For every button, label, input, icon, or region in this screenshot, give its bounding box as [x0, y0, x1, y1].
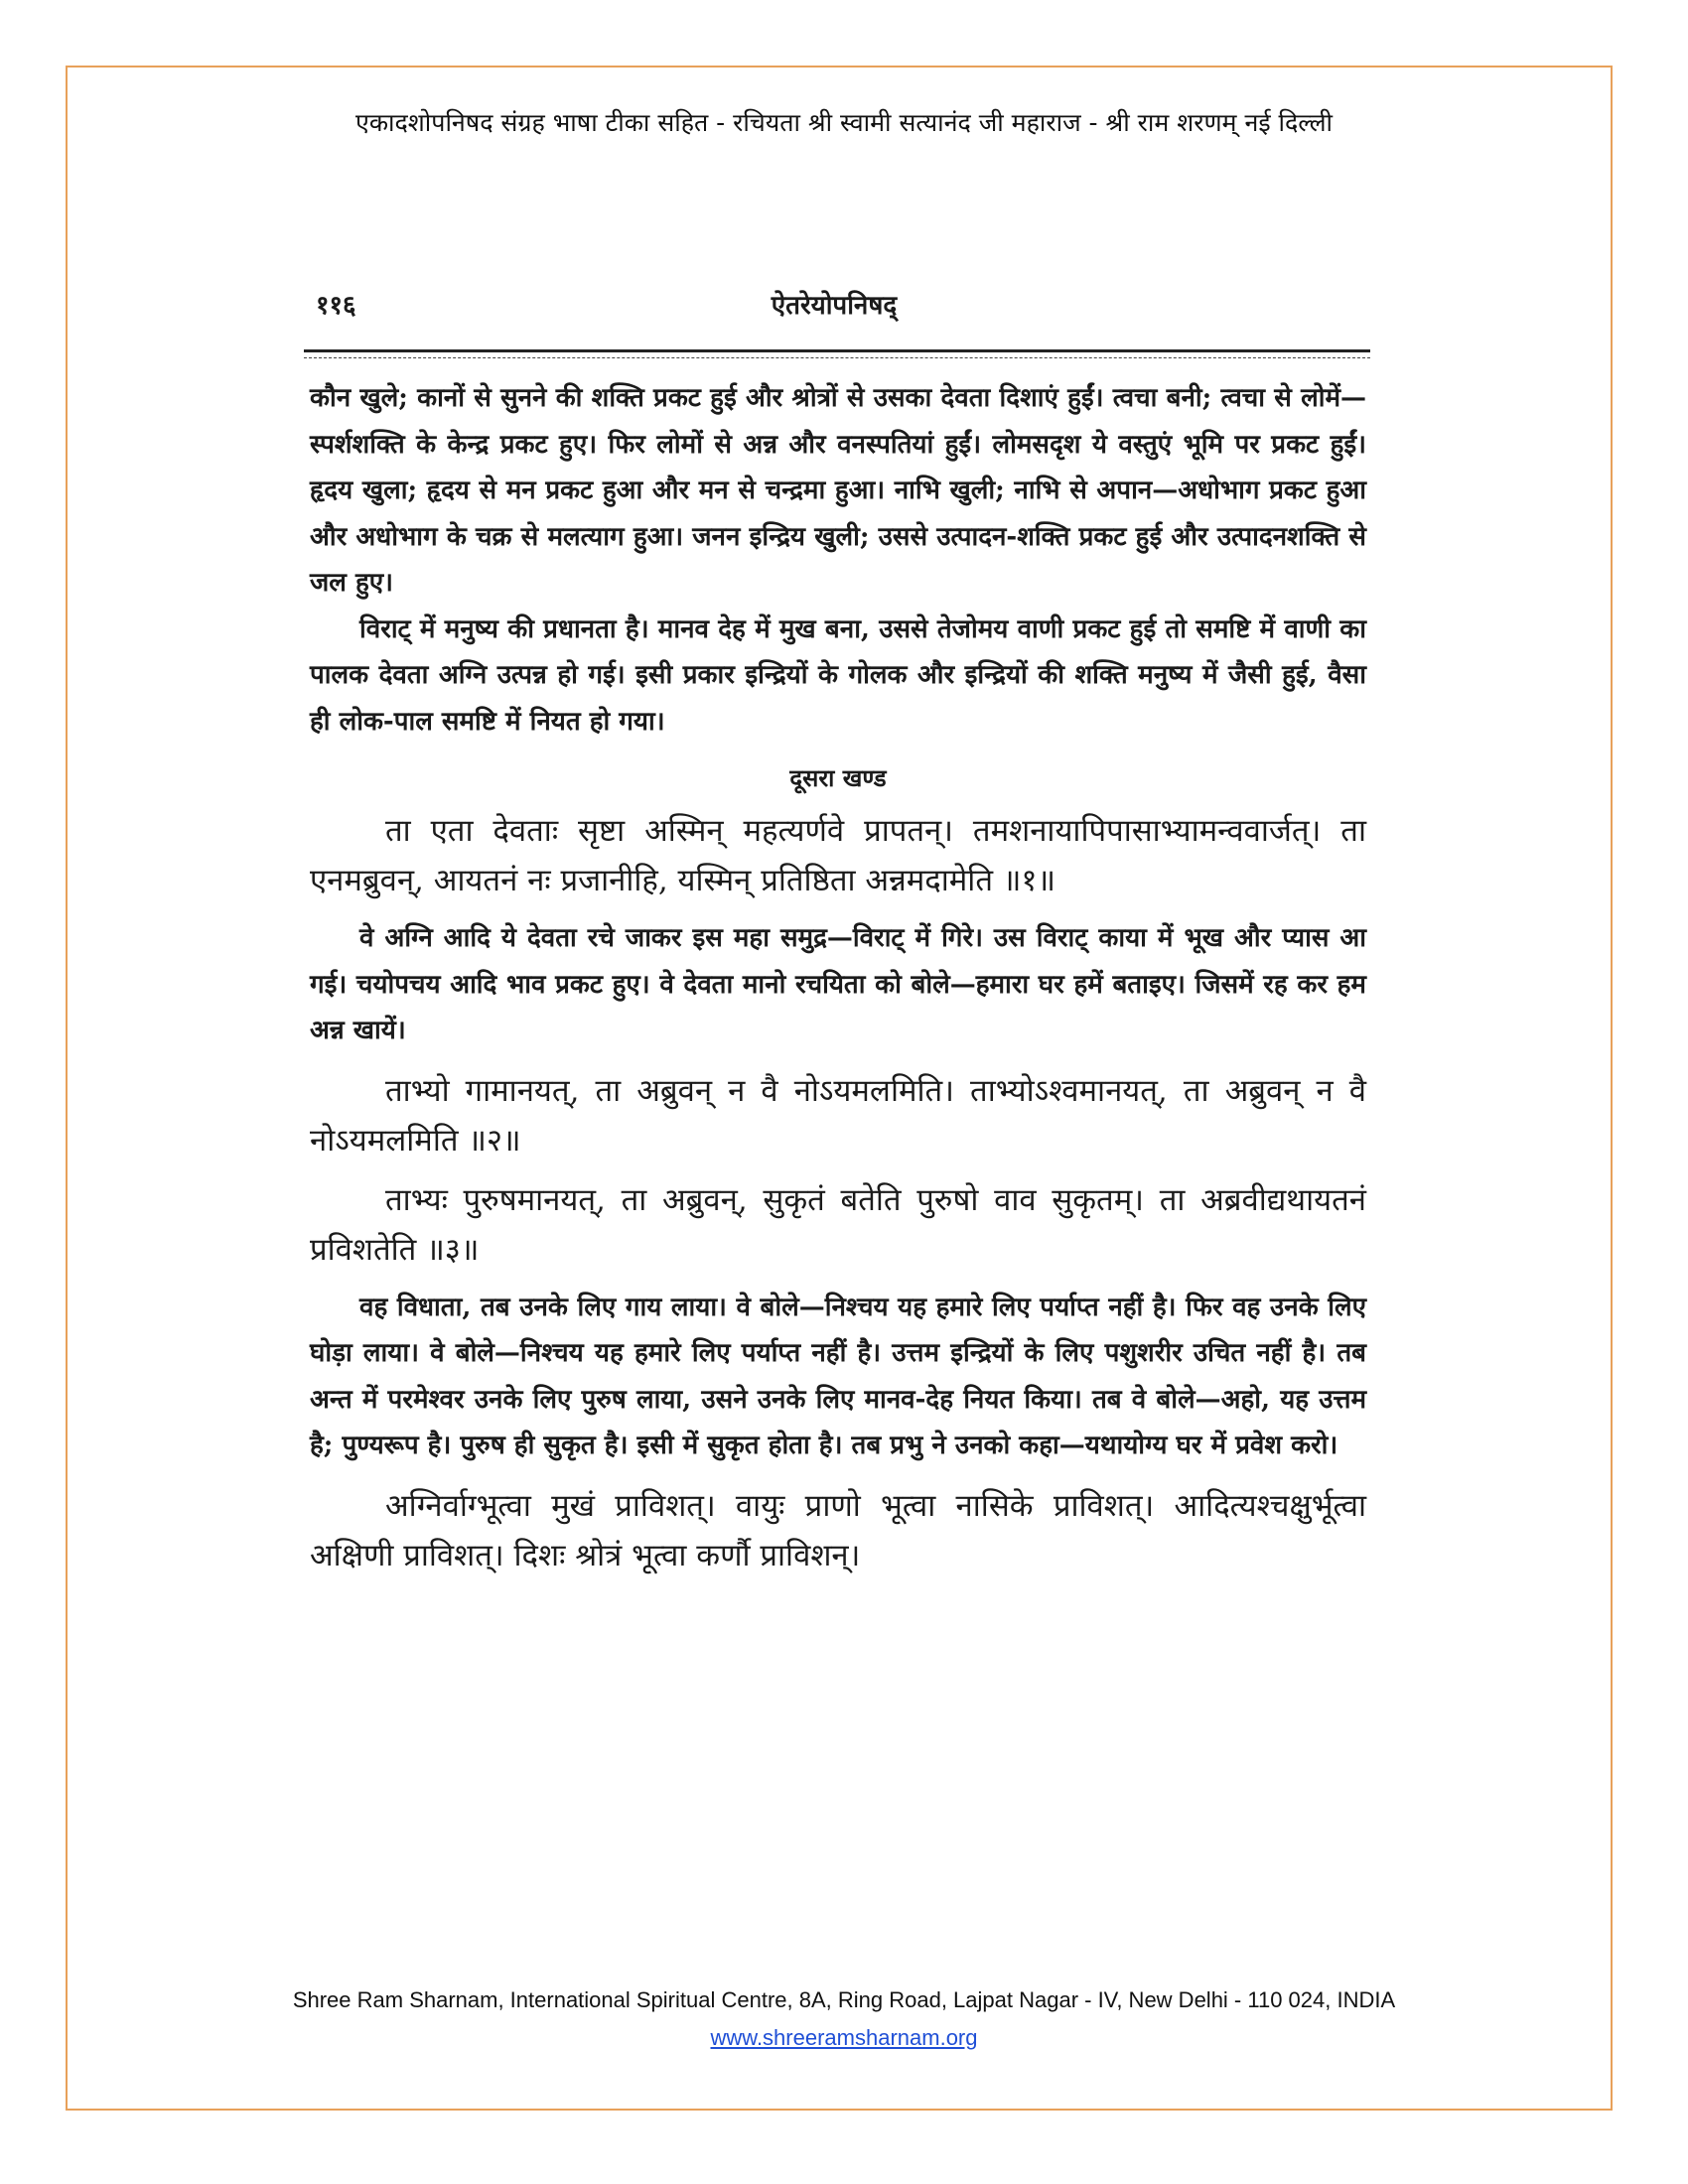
header-rule	[304, 349, 1370, 352]
page-content	[310, 375, 1366, 1590]
section-heading: दूसरा खण्ड	[789, 763, 887, 792]
footer-address: Shree Ram Sharnam, International Spiritual Centre, 8A, Ring Road, Lajpat Nagar - IV, New Delhi - 110 024, INDIA	[292, 1987, 1396, 2012]
translation-paragraph-1: वे अग्नि आदि ये देवता रचे जाकर इस महा समुद्र—विराट् में गिरे। उस विराट् काया में भूख और प्यास आ गई। चयोपचय आदि भाव प्रकट हुए। वे देवता मानो रचयिता को बोले—हमारा घर हमें बताइए। जिसमें रह कर हम अन्न खायें।	[310, 923, 1366, 1045]
sanskrit-verse-4: अग्निर्वाग्भूत्वा मुखं प्राविशत्। वायुः प्राणो भूत्वा नासिके प्राविशत्। आदित्यश्चक्षुर्भूत्वा अक्षिणी प्राविशत्। दिशः श्रोत्रं भूत्वा कर्णौ प्राविशन्।	[310, 1487, 1366, 1573]
paragraph-1: कौन खुले; कानों से सुनने की शक्ति प्रकट हुई और श्रोत्रों से उसका देवता दिशाएं हुईं। त्वचा बनी; त्वचा से लोमें—स्पर्शशक्ति के केन्द्र प्रकट हुए। फिर लोमों से अन्न और वनस्पतियां हुईं। लोमसदृश ये वस्तुएं भूमि पर प्रकट हुईं। हृदय खुला; हृदय से मन प्रकट हुआ और मन से चन्द्रमा हुआ। नाभि खुली; नाभि से अपान—अधोभाग प्रकट हुआ और अधोभाग के चक्र से मलत्याग हुआ। जनन इन्द्रिय खुली; उससे उत्पादन-शक्ति प्रकट हुई और उत्पादनशक्ति से जल हुए।	[310, 383, 1366, 598]
page-title: ऐतरेयोपनिषद्	[771, 291, 898, 321]
translation-paragraph-2: वह विधाता, तब उनके लिए गाय लाया। वे बोले—निश्चय यह हमारे लिए पर्याप्त नहीं है। फिर वह उनके लिए घोड़ा लाया। वे बोले—निश्चय यह हमारे लिए पर्याप्त नहीं है। उत्तम इन्द्रियों के लिए पशुशरीर उचित नहीं है। तब अन्त में परमेश्वर उनके लिए पुरुष लाया, उसने उनके लिए मानव-देह नियत किया। तब वे बोले—अहो, यह उत्तम है; पुण्यरूप है। पुरुष ही सुकृत है। इसी में सुकृत होता है। तब प्रभु ने उनको कहा—यथायोग्य घर में प्रवेश करो।	[310, 1292, 1366, 1460]
website-link[interactable]: www.shreeramsharnam.org	[710, 2025, 978, 2050]
sanskrit-verse-1: ता एता देवताः सृष्टा अस्मिन् महत्यर्णवे प्रापतन्। तमशनायापिपासाभ्यामन्ववार्जत्। ता एनमब्रुवन्, आयतनं नः प्रजानीहि, यस्मिन् प्रतिष्ठिता अन्नमदामेति ॥१॥	[310, 813, 1366, 898]
scan-page-header	[316, 286, 1352, 326]
sanskrit-verse-3: ताभ्यः पुरुषमानयत्, ता अब्रुवन्, सुकृतं बतेति पुरुषो वाव सुकृतम्। ता अब्रवीद्यथायतनं प्रविशतेति ॥३॥	[310, 1181, 1366, 1268]
sanskrit-verse-2: ताभ्यो गामानयत्, ता अब्रुवन् न वै नोऽयमलमिति। ताभ्योऽश्वमानयत्, ता अब्रुवन् न वै नोऽयमलमिति ॥२॥	[310, 1072, 1366, 1159]
running-header: एकादशोपनिषद संग्रह भाषा टीका सहित - रचियता श्री स्वामी सत्यानंद जी महाराज - श्री राम शरणम् नई दिल्ली	[355, 108, 1333, 137]
scanned-page	[298, 258, 1370, 1946]
header-rule-dashed	[304, 357, 1370, 358]
page-number: ११६	[316, 291, 356, 321]
paragraph-2: विराट् में मनुष्य की प्रधानता है। मानव देह में मुख बना, उससे तेजोमय वाणी प्रकट हुई तो समष्टि में वाणी का पालक देवता अग्नि उत्पन्न हो गई। इसी प्रकार इन्द्रियों के गोलक और इन्द्रियों की शक्ति मनुष्य में जैसी हुई, वैसा ही लोक-पाल समष्टि में नियत हो गया।	[310, 614, 1366, 737]
